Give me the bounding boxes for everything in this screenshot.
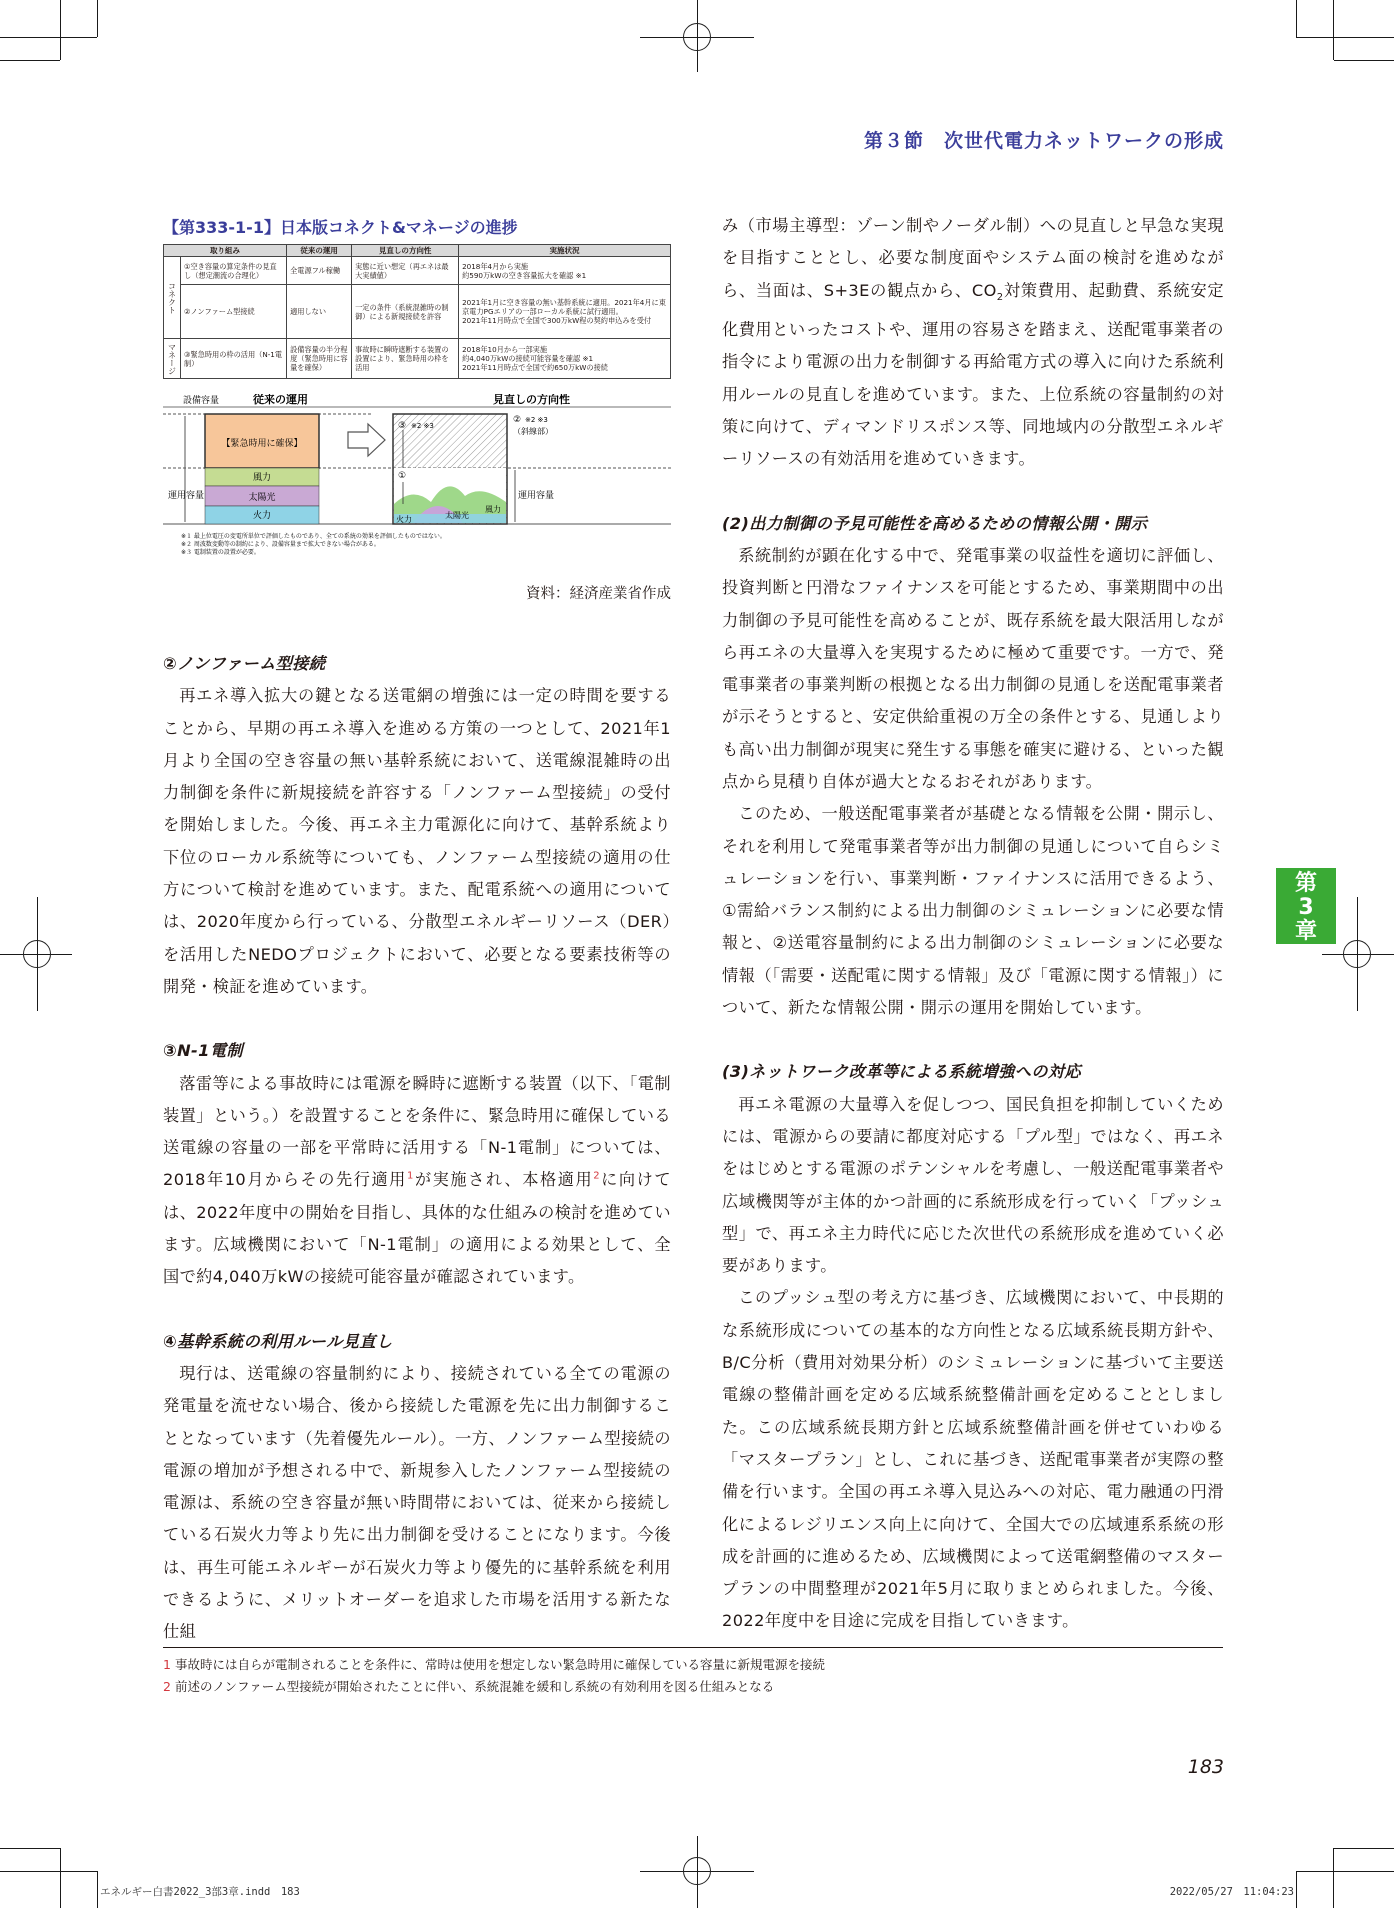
- figure-source: 資料：経済産業省作成: [526, 586, 671, 602]
- footnote-number: 2: [163, 1679, 171, 1694]
- right-column: [722, 210, 1224, 1638]
- crop-mark: [1333, 0, 1334, 60]
- arrow-icon: [348, 424, 385, 456]
- footnotes: [163, 1654, 825, 1698]
- table-cell: ②ノンファーム型接続: [181, 285, 287, 339]
- capacity-diagram: [163, 394, 671, 564]
- footnote: [163, 1676, 825, 1698]
- text-run: 落雷等による事故時には電源を瞬時に遮断する装置（以下、「電制装置」という。）を設置することを条件に、緊急時用に確保している送電線の容量の一部を平常時に活用する「N-1電制」については、2018年10月からその先行適用: [163, 1073, 671, 1190]
- table-row: [164, 339, 671, 379]
- paragraph: [163, 1068, 671, 1294]
- crop-mark: [1296, 0, 1297, 37]
- paragraph: 現行は、送電線の容量制約により、接続されている全ての電源の発電量を流せない場合、後から接続した電源を先に出力制御することとなっています（先着優先ルール）。一方、ノンファーム型接続の電源の増加が予想される中で、新規参入したノンファーム型接続の電源は、系統の空き容量が無い時間帯においては、従来から接続している石炭火力等より先に出力制御を受けることになります。今後は、再生可能エネルギーが石炭火力等より優先的に基幹系統を利用できるように、メリットオーダーを追求した市場を活用する新たな仕組: [163, 1363, 671, 1642]
- table-cell: 2018年10月から一部実施 約4,040万kWの接続可能容量を確認 ※1 2021年11月時点で全国で約650万kWの接続: [459, 339, 671, 379]
- paragraph: このプッシュ型の考え方に基づき、広域機関において、中長期的な系統形成についての基本的な方向性となる広域系統長期方針や、B/C分析（費用対効果分析）のシミュレーションに基づいて主要送電線の整備計画を定める広域系統整備計画を定めることとしました。この広域系統長期方針と広域系統整備計画を併せていわゆる「マスタープラン」とし、これに基づき、送配電事業者が実際の整備を行います。全国の再エネ導入見込みへの対応、電力融通の円滑化によるレジリエンス向上に向けて、全国大での広域連系系統の形成を計画的に進めるため、広域機関によって送電網整備のマスタープランの中間整理が2021年5月に取りまとめられました。今後、2022年度中を目途に完成を目指していきます。: [722, 1288, 1224, 1631]
- footnote: [163, 1654, 825, 1676]
- figure-note: ※２ 周波数変動等の制約により、設備容量まで拡大できない場合がある。: [181, 541, 380, 548]
- left-column: [163, 648, 671, 1649]
- emergency-label: 【緊急時用に確保】: [221, 439, 303, 449]
- figure-note: ※３ 電制装置の設置が必要。: [181, 549, 260, 556]
- figure-title: 【第333-1-1】日本版コネクト&マネージの進捗: [163, 218, 518, 237]
- table-cell: 一定の条件（系統混雑時の制御）による新規接続を許容: [352, 285, 459, 339]
- slug-datetime: 2022/05/27 11:04:23: [1169, 1886, 1294, 1898]
- crop-mark: [1296, 1871, 1394, 1872]
- text-run: が実施され、本格適用: [413, 1170, 594, 1190]
- solar-label: 太陽光: [248, 493, 276, 503]
- table-cell: ③緊急時用の枠の活用（N-1電制）: [181, 339, 287, 379]
- paragraph: このため、一般送配電事業者が基礎となる情報を公開・開示し、それを利用して発電事業者等が出力制御の見通しについて自らシミュレーションを行い、事業判断・ファイナンスに活用できるよう、①需給バランス制約による出力制御のシミュレーションに必要な情報と、②送電容量制約による出力制御のシミュレーションに必要な情報（「需要・送配電に関する情報」及び「電源に関する情報」）について、新たな情報公開・開示の運用を開始しています。: [722, 804, 1224, 1018]
- figure: [163, 244, 671, 589]
- crop-mark: [1334, 60, 1394, 61]
- footnote-divider: [163, 1647, 1223, 1648]
- table-cell: ①空き容量の算定条件の見直し（想定潮流の合理化）: [181, 257, 287, 285]
- table-row: [164, 285, 671, 339]
- register-mark: [683, 23, 711, 51]
- register-mark: [683, 1857, 711, 1885]
- old-operation-label: 従来の運用: [253, 394, 308, 406]
- wind-label: 風力: [252, 473, 272, 483]
- table-header: 取り組み: [164, 245, 287, 257]
- table-row: [164, 257, 671, 285]
- chapter-tab-label: 第: [1294, 871, 1317, 896]
- footnote-text: 前述のノンファーム型接続が開始されたことに伴い、系統混雑を緩和し系統の有効利用を図る仕組みとなる: [174, 1679, 775, 1694]
- marker-2-sub: （斜線部）: [513, 427, 553, 436]
- crop-mark: [0, 37, 97, 38]
- table-cell: 2021年1月に空き容量の無い基幹系統に適用。2021年4月に東京電力PGエリアの一部ローカル系統に試行適用。 2021年11月時点で全国で300万kW程の契約申込みを受付: [459, 285, 671, 339]
- chapter-tab-label: 3: [1298, 895, 1314, 920]
- crop-mark: [1333, 1848, 1334, 1908]
- marker-1: ①: [398, 471, 407, 481]
- marker-3-note: ※2 ※3: [411, 422, 434, 430]
- paragraph: 再エネ導入拡大の鍵となる送電網の増強には一定の時間を要することから、早期の再エネ導入を進める方策の一つとして、2021年1月より全国の空き容量の無い基幹系統において、送電線混雑時の出力制御を条件に新規接続を許容する「ノンファーム型接続」の受付を開始しました。今後、再エネ主力電源化に向けて、基幹系統より下位のローカル系統等についても、ノンファーム型接続の適用の仕方について検討を進めています。また、配電系統への適用については、2020年度から行っている、分散型エネルギーリソース（DER）を活用したNEDOプロジェクトにおいて、必要となる要素技術等の開発・検証を進めています。: [163, 686, 671, 996]
- table-header: 見直しの方向性: [352, 245, 459, 257]
- crop-mark: [60, 1848, 61, 1908]
- slug-file: エネルギー白書2022_3部3章.indd 183: [100, 1886, 300, 1898]
- subsection-title: ②ノンファーム型接続: [163, 654, 326, 673]
- table-cell: 全電源フル稼働: [287, 257, 352, 285]
- subsection-title: (2)出力制御の予見可能性を高めるための情報公開・開示: [722, 513, 1148, 533]
- chapter-tab[interactable]: [1276, 868, 1336, 944]
- crop-mark: [97, 0, 98, 37]
- crop-mark: [0, 60, 60, 61]
- table-cell: 設備容量の半分程度（緊急時用に容量を確保）: [287, 339, 352, 379]
- table-cell: 2018年4月から実施 約590万kWの空き容量拡大を確認 ※1: [459, 257, 671, 285]
- table-header-row: [164, 245, 671, 257]
- subsection-title: ③N-1電制: [163, 1041, 244, 1061]
- text-run: に向けては、2022年度中の開始を目指し、具体的な仕組みの検討を進めています。広域機関において「N-1電制」の適用による効果として、全国で約4,040万kWの接続可能容量が確認されています。: [163, 1170, 671, 1287]
- thermal-label: 火力: [396, 515, 412, 524]
- footnote-text: 事故時には自らが電制されることを条件に、常時は使用を想定しない緊急時用に確保している容量に新規電源を接続: [174, 1657, 825, 1672]
- crop-mark: [0, 1848, 60, 1849]
- wind-label: 風力: [485, 505, 501, 514]
- crop-mark: [60, 0, 61, 60]
- chapter-tab-label: 章: [1294, 919, 1317, 944]
- marker-2-note: ※2 ※3: [525, 416, 548, 424]
- section-header: 第３節 次世代電力ネットワークの形成: [863, 130, 1224, 152]
- capacity-label: 設備容量: [183, 396, 220, 406]
- table-header: 従来の運用: [287, 245, 352, 257]
- table-cell: 適用しない: [287, 285, 352, 339]
- operating-capacity-label: 運用容量: [168, 491, 205, 501]
- subscript: 2: [996, 291, 1004, 303]
- table-cell: 事故時に瞬時遮断する装置の設置により、緊急時用の枠を活用: [352, 339, 459, 379]
- marker-3: ③: [398, 421, 407, 431]
- table-header: 実施状況: [459, 245, 671, 257]
- footnote-ref[interactable]: 2: [593, 1171, 601, 1183]
- text-run: 対策費用、起動費、系統安定化費用といったコストや、運用の容易さを踏まえ、送配電事業者の指令により電源の出力を制御する再給電方式の導入に向けた系統利用ルールの見直しを進めています。また、上位系統の容量制約の対策に向けて、ディマンドリスポンス等、同地域内の分散型エネルギーリソースの有効活用を進めていきます。: [722, 280, 1225, 469]
- crop-mark: [1334, 1848, 1394, 1849]
- group-label: マネージ: [164, 339, 181, 379]
- register-mark: [1343, 940, 1371, 968]
- subsection-title: ④基幹系統の利用ルール見直し: [163, 1331, 393, 1351]
- crop-mark: [1296, 37, 1394, 38]
- crop-mark: [1296, 1871, 1297, 1908]
- marker-2: ②: [513, 415, 522, 425]
- crop-mark: [0, 1871, 97, 1872]
- register-mark: [23, 940, 51, 968]
- paragraph: [722, 210, 1224, 476]
- footnote-number: 1: [163, 1657, 171, 1672]
- group-label: コネクト: [164, 257, 181, 339]
- footnote-ref[interactable]: 1: [406, 1171, 414, 1183]
- paragraph: 系統制約が顕在化する中で、発電事業の収益性を適切に評価し、投資判断と円滑なファイナンスを可能とするため、事業期間中の出力制御の予見可能性を高めることが、既存系統を最大限活用しながら再エネの大量導入を実現するために極めて重要です。一方で、発電事業者の事業判断の根拠となる出力制御の見通しを送配電事業者が示そうとすると、安定供給重視の万全の条件とする、見通しよりも高い出力制御が現実に発生する事態を確実に避ける、といった観点から見積り自体が過大となるおそれがあります。: [722, 545, 1224, 791]
- progress-table: [163, 244, 671, 379]
- thermal-label: 火力: [252, 511, 272, 521]
- solar-label: 太陽光: [445, 511, 469, 520]
- text-run: み（市場主導型：ゾーン制やノーダル制）への見直しと早急な実現を目指すこととし、必要な制度面やシステム面の検討を進めながら、当面は、S+3Eの観点から、CO: [722, 216, 1224, 300]
- subsection-title: (3)ネットワーク改革等による系統増強への対応: [722, 1062, 1082, 1082]
- page-number: 183: [1187, 1756, 1224, 1778]
- paragraph: 再エネ電源の大量導入を促しつつ、国民負担を抑制していくためには、電源からの要請に都度対応する「プル型」ではなく、再エネをはじめとする電源のポテンシャルを考慮し、一般送配電事業者や広域機関等が主体的かつ計画的に系統形成を行っていく「プッシュ型」で、再エネ主力時代に応じた次世代の系統形成を進めていく必要があります。: [722, 1094, 1224, 1276]
- table-cell: 実態に近い想定（再エネは最大実績値）: [352, 257, 459, 285]
- crop-mark: [97, 1871, 98, 1908]
- figure-note: ※１ 最上位電圧の変電所単位で評価したものであり、全ての系統の効果を評価したものではない。: [181, 533, 446, 540]
- operating-capacity-label: 運用容量: [518, 491, 555, 501]
- new-direction-label: 見直しの方向性: [493, 394, 570, 406]
